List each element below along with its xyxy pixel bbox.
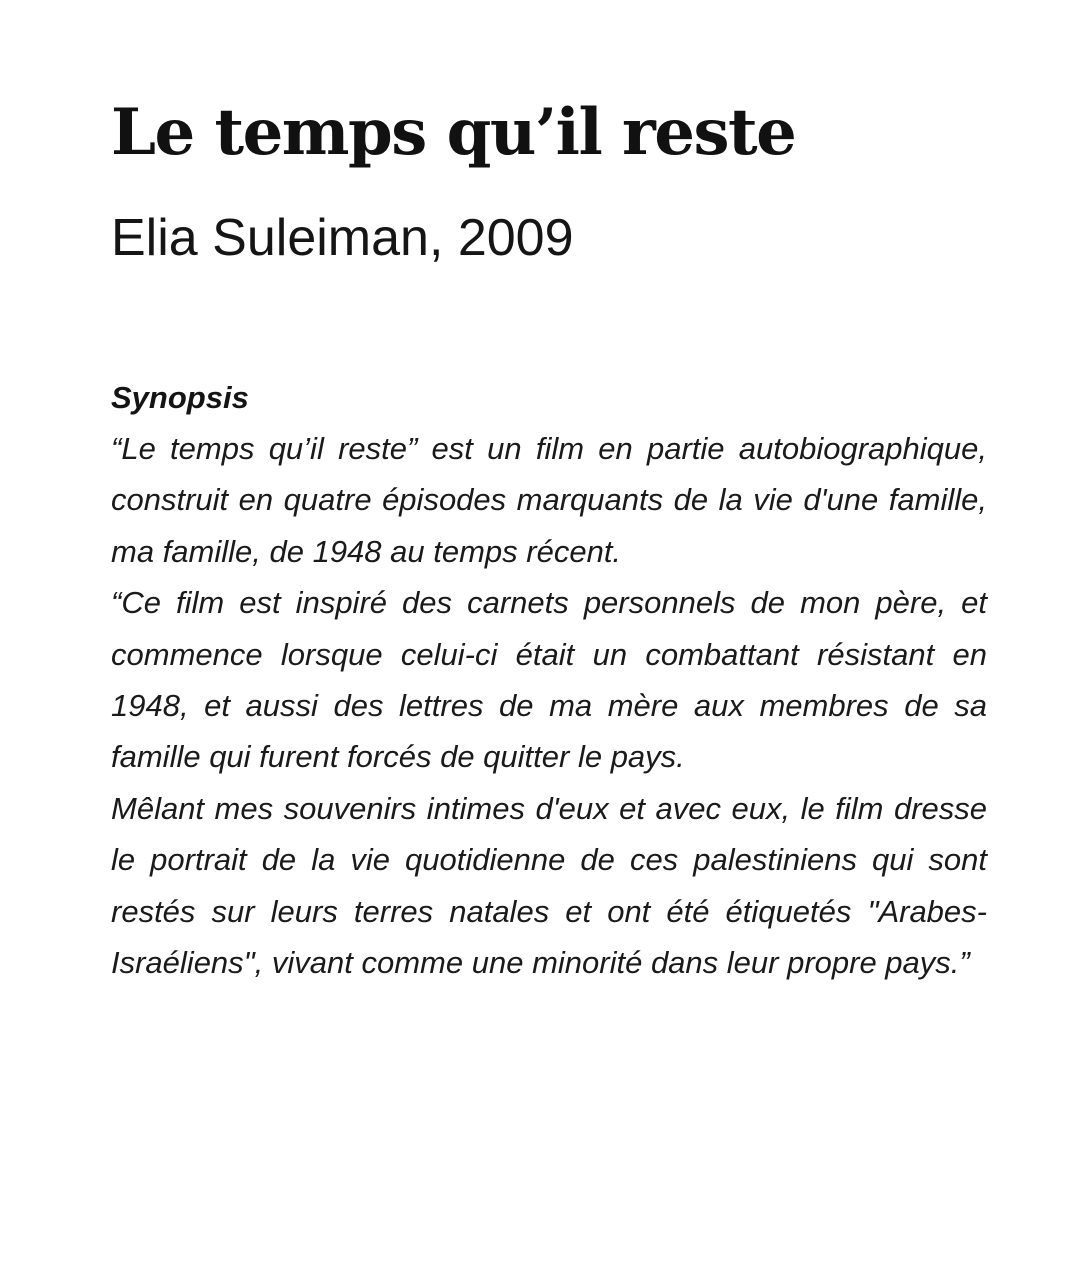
synopsis-section: [111, 372, 987, 988]
synopsis-paragraph-3: Mêlant mes souvenirs intimes d'eux et avec eux, le film dresse le portrait de la vie quotidienne de ces palestiniens qui sont restés sur leurs terres natales et ont été étiquetés "Arabes-Israéliens", vivant comme une minorité dans leur propre pays.”: [111, 790, 987, 981]
synopsis-paragraph-1: “Le temps qu’il reste” est un film en partie autobiographique, construit en quatre épisodes marquants de la vie d'une famille, ma famille, de 1948 au temps récent.: [111, 431, 987, 569]
film-title: Le temps qu’il reste: [111, 95, 796, 170]
synopsis-paragraph-2: “Ce film est inspiré des carnets personnels de mon père, et commence lorsque celui-ci était un combattant résistant en 1948, et aussi des lettres de ma mère aux membres de sa famille qui furent forcés de quitter le pays.: [111, 585, 987, 775]
synopsis-heading: Synopsis: [111, 380, 249, 415]
film-director-year: Elia Suleiman, 2009: [111, 209, 574, 267]
